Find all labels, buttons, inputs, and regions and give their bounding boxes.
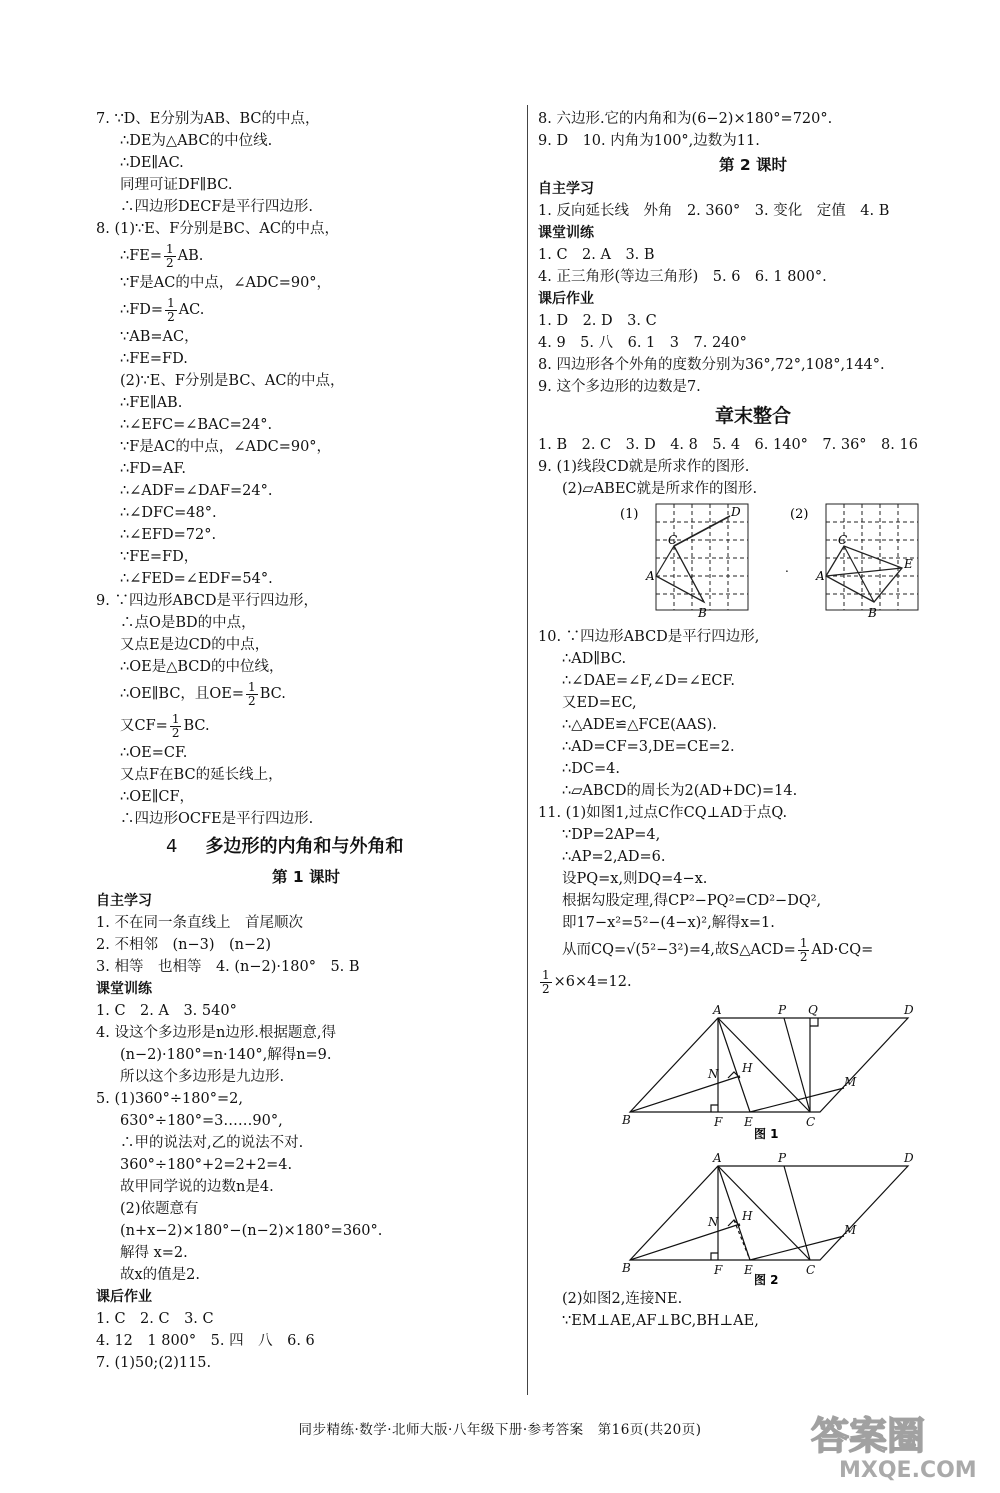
- text-line: 同理可证DF∥BC.: [120, 177, 233, 193]
- text-line: 9. ∵四边形ABCD是平行四边形，: [96, 593, 319, 609]
- svg-text:C: C: [806, 1263, 816, 1277]
- svg-text:A: A: [713, 1003, 722, 1017]
- text-line: (2)如图2,连接NE.: [562, 1291, 683, 1307]
- figure-2: [630, 1166, 908, 1260]
- text-line: 8. 六边形.它的内角和为(6−2)×180°=720°.: [538, 111, 833, 127]
- svg-text:C: C: [806, 1115, 816, 1129]
- text-line: ∴FD=AF.: [120, 461, 186, 477]
- text-line: ∵FE=FD，: [120, 549, 199, 565]
- text-line: ∴∠EFC=∠BAC=24°.: [120, 417, 273, 433]
- text-line: 故x的值是2.: [120, 1267, 201, 1283]
- lesson-title: 第 2 课时: [718, 156, 788, 174]
- left-column: [96, 108, 516, 1374]
- text-line: ∴FE=FD.: [120, 351, 188, 367]
- fraction-line: ∴FE= $\frac{1}{2}$ AB.: [120, 241, 204, 270]
- svg-text:D: D: [904, 1151, 914, 1165]
- text-line: 即17−x²=5²−(4−x)²,解得x=1.: [562, 915, 775, 931]
- text-line: ∵AB=AC，: [120, 329, 199, 345]
- svg-text:F: F: [714, 1263, 723, 1277]
- text-line: (n−2)·180°=n·140°,解得n=9.: [120, 1047, 332, 1063]
- text-line: 1. D 2. D 3. C: [538, 313, 657, 329]
- svg-text:C: C: [668, 533, 678, 547]
- svg-text:A: A: [816, 569, 825, 583]
- svg-text:B: B: [622, 1261, 631, 1275]
- svg-text:M: M: [844, 1223, 857, 1237]
- text-line: ∴甲的说法对,乙的说法不对.: [120, 1135, 304, 1151]
- text-line: 根据勾股定理,得CP²−PQ²=CD²−DQ²,: [562, 893, 822, 909]
- text-line: 4. 12 1 800° 5. 四 八 6. 6: [96, 1333, 315, 1349]
- text-line: (2)依题意有: [120, 1201, 199, 1217]
- watermark-logo: [803, 1405, 978, 1485]
- text-line: ∴FE∥AB.: [120, 395, 183, 411]
- text-line: (2)▱ABEC就是所求作的图形.: [562, 481, 758, 497]
- text-line: ∴四边形OCFE是平行四边形.: [120, 811, 314, 827]
- fraction-line: ∴FD= $\frac{1}{2}$ AC.: [120, 295, 205, 324]
- svg-text:H: H: [742, 1061, 753, 1075]
- text-line: 3. 相等 也相等 4. (n−2)·180° 5. B: [96, 959, 360, 975]
- svg-text:P: P: [778, 1151, 787, 1165]
- subsection-heading: 自主学习: [96, 893, 152, 909]
- text-line: 1. 反向延长线 外角 2. 360° 3. 变化 定值 4. B: [538, 203, 890, 219]
- lesson-title: 第 1 课时: [271, 868, 341, 886]
- text-line: 4. 正三角形(等边三角形) 5. 6 6. 1 800°.: [538, 269, 827, 285]
- text-line: 11. (1)如图1,过点C作CQ⊥AD于点Q.: [538, 805, 788, 821]
- svg-text:E: E: [744, 1263, 753, 1277]
- text-line: ∴∠FED=∠EDF=54°.: [120, 571, 273, 587]
- svg-text:MXQE.COM: MXQE.COM: [839, 1458, 977, 1483]
- text-line: 故甲同学说的边数n是4.: [120, 1179, 274, 1195]
- svg-text:E: E: [744, 1115, 753, 1129]
- text-line: 1. C 2. C 3. C: [96, 1311, 214, 1327]
- svg-text:H: H: [742, 1209, 753, 1223]
- text-line: ∴OE=CF.: [120, 745, 188, 761]
- svg-text:Q: Q: [808, 1003, 818, 1017]
- figure-1: [630, 1018, 908, 1112]
- answer-9: [96, 590, 516, 830]
- subsection-heading: 课堂训练: [538, 225, 594, 241]
- text-line: 1. C 2. A 3. 540°: [96, 1003, 237, 1019]
- text-line: 2. 不相邻 (n−3) (n−2): [96, 937, 271, 953]
- text-line: ∴四边形DECF是平行四边形.: [120, 199, 313, 215]
- svg-text:A: A: [713, 1151, 722, 1165]
- fraction-line: ∴OE∥BC，且OE= $\frac{1}{2}$ BC.: [120, 679, 286, 708]
- text-line: ∴∠DAE=∠F,∠D=∠ECF.: [562, 673, 735, 689]
- text-line: ∴OE∥CF，: [120, 789, 195, 805]
- text-line: (2)∵E、F分别是BC、AC的中点，: [120, 373, 345, 389]
- answer-7: [96, 108, 516, 218]
- grid-figures: [538, 502, 968, 620]
- text-line: 所以这个多边形是九边形.: [120, 1069, 285, 1085]
- svg-text:B: B: [622, 1113, 631, 1127]
- svg-text:B: B: [868, 606, 877, 620]
- svg-text:D: D: [731, 505, 741, 519]
- text-line: ∵F是AC的中点，∠ADC=90°，: [120, 439, 332, 455]
- fraction-line: $\frac{1}{2}$ ×6×4=12.: [542, 967, 632, 996]
- svg-text:M: M: [844, 1075, 857, 1089]
- text-line: 630°÷180°=3……90°,: [120, 1113, 283, 1129]
- text-line: (n+x−2)×180°−(n−2)×180°=360°.: [120, 1223, 383, 1239]
- svg-text:C: C: [838, 533, 848, 547]
- text-line: 4. 设这个多边形是n边形.根据题意,得: [96, 1025, 336, 1041]
- text-line: ∴AD∥BC.: [562, 651, 627, 667]
- text-line: 4. 9 5. 八 6. 1 3 7. 240°: [538, 335, 747, 351]
- grid-figure-1: [656, 504, 748, 610]
- text-line: 5. (1)360°÷180°=2,: [96, 1091, 243, 1107]
- text-line: ∴∠ADF=∠DAF=24°.: [120, 483, 273, 499]
- text-line: 设PQ=x,则DQ=4−x.: [562, 871, 708, 887]
- subsection-heading: 课后作业: [96, 1289, 152, 1305]
- text-line: 9. 这个多边形的边数是7.: [538, 379, 701, 395]
- svg-text:F: F: [714, 1115, 723, 1129]
- text-line: ∴DC=4.: [562, 761, 620, 777]
- text-line: ∵EM⊥AE,AF⊥BC,BH⊥AE,: [562, 1313, 759, 1329]
- text-line: 解得 x=2.: [120, 1245, 188, 1261]
- right-column: [538, 108, 968, 1332]
- text-line: ∵F是AC的中点，∠ADC=90°，: [120, 275, 332, 291]
- svg-text:.: .: [785, 561, 789, 575]
- text-line: 9. (1)线段CD就是所求作的图形.: [538, 459, 750, 475]
- figure-2-caption: 图 2: [754, 1273, 779, 1287]
- grid-label-2: (2): [790, 507, 809, 522]
- text-line: ∵DP=2AP=4,: [562, 827, 661, 843]
- svg-text:N: N: [708, 1215, 719, 1229]
- page-footer: 同步精练·数学·北师大版·八年级下册·参考答案 第16页(共20页): [298, 1422, 702, 1438]
- text-line: 又ED=EC,: [562, 695, 637, 711]
- answer-8: [96, 218, 516, 590]
- svg-text:E: E: [904, 557, 913, 571]
- text-line: ∴DE∥AC.: [120, 155, 184, 171]
- text-line: 又点E是边CD的中点，: [120, 637, 270, 653]
- column-divider: [527, 105, 528, 1395]
- text-line: ∴DE为△ABC的中位线.: [120, 133, 273, 149]
- text-line: 7. (1)50;(2)115.: [96, 1355, 212, 1371]
- text-line: ∴点O是BD的中点，: [120, 615, 256, 631]
- text-line: ∴∠EFD=72°.: [120, 527, 217, 543]
- svg-text:A: A: [646, 569, 655, 583]
- grid-label-1: (1): [620, 507, 639, 522]
- text-line: ∴▱ABCD的周长为2(AD+DC)=14.: [562, 783, 798, 799]
- text-line: ∴OE是△BCD的中位线，: [120, 659, 284, 675]
- section-title: 4 多边形的内角和与外角和: [166, 836, 404, 857]
- figure-1-caption: 图 1: [754, 1127, 779, 1141]
- fraction-line: 又CF= $\frac{1}{2}$ BC.: [120, 711, 210, 740]
- svg-text:B: B: [698, 606, 707, 620]
- text-line: 1. 不在同一条直线上 首尾顺次: [96, 915, 303, 931]
- geometry-figures: [538, 998, 968, 1288]
- svg-text:答案圈: 答案圈: [811, 1414, 926, 1458]
- text-line: 8. 四边形各个外角的度数分别为36°,72°,108°,144°.: [538, 357, 885, 373]
- svg-text:N: N: [708, 1067, 719, 1081]
- text-line: 7. ∵D、E分别为AB、BC的中点，: [96, 111, 320, 127]
- text-line: 1. B 2. C 3. D 4. 8 5. 4 6. 140° 7. 36° 8. 16: [538, 437, 918, 453]
- text-line: 9. D 10. 内角为100°,边数为11.: [538, 133, 760, 149]
- text-line: 1. C 2. A 3. B: [538, 247, 655, 263]
- text-line: ∴AP=2,AD=6.: [562, 849, 666, 865]
- text-line: ∴AD=CF=3,DE=CE=2.: [562, 739, 735, 755]
- text-line: 又点F在BC的延长线上，: [120, 767, 283, 783]
- fraction-line: 从而CQ=√(5²−3²)=4,故S△ACD= $\frac{1}{2}$ AD·CQ=: [562, 935, 874, 964]
- svg-text:D: D: [904, 1003, 914, 1017]
- text-line: 8. (1)∵E、F分别是BC、AC的中点，: [96, 221, 339, 237]
- text-line: 360°÷180°+2=2+2=4.: [120, 1157, 293, 1173]
- subsection-heading: 自主学习: [538, 181, 594, 197]
- text-line: 10. ∵四边形ABCD是平行四边形,: [538, 629, 760, 645]
- svg-text:P: P: [778, 1003, 787, 1017]
- chapter-title: 章末整合: [714, 405, 791, 427]
- subsection-heading: 课后作业: [538, 291, 594, 307]
- text-line: ∴∠DFC=48°.: [120, 505, 217, 521]
- subsection-heading: 课堂训练: [96, 981, 152, 997]
- text-line: ∴△ADE≌△FCE(AAS).: [562, 717, 717, 733]
